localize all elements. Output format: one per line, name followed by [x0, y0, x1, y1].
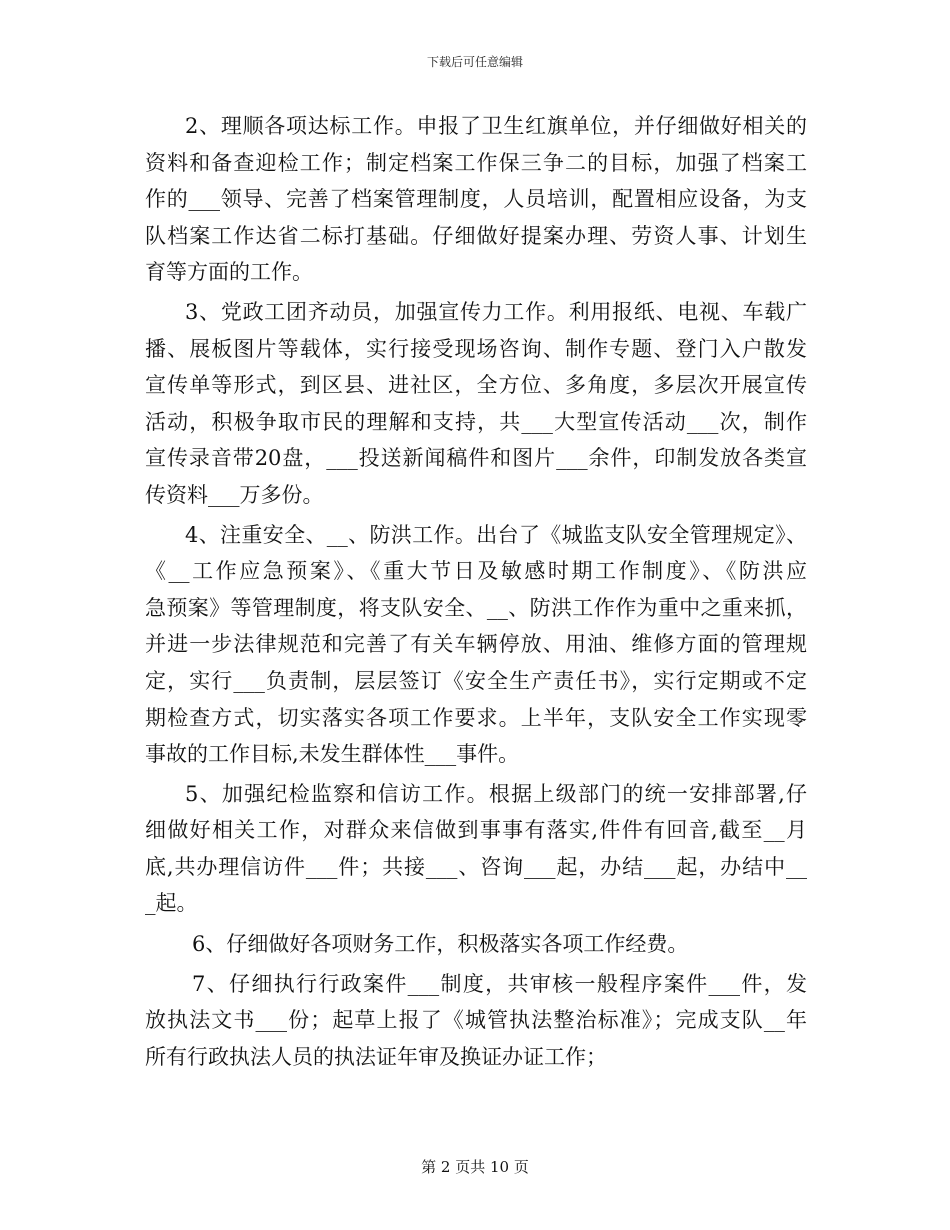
text-line: 7、仔细执行行政案件___制度，共审核一般程序案件___件，发 [192, 971, 807, 996]
text-line: 急预案》等管理制度，将支队安全、__、防洪工作作为重中之重来抓， [145, 595, 807, 620]
paragraph-item-2 [145, 108, 807, 291]
text-line: 资料和备查迎检工作；制定档案工作保三争二的目标，加强了档案工 [145, 150, 807, 175]
page-header: 下载后可任意编辑 [426, 55, 523, 69]
text-line: 播、展板图片等载体，实行接受现场咨询、制作专题、登门入户散发 [145, 336, 807, 361]
text-line: 4、注重安全、__、防洪工作。出台了《城监支队安全管理规定》、 [185, 522, 807, 547]
text-line: 宣传单等形式，到区县、进社区，全方位、多角度，多层次开展宣传 [145, 373, 807, 398]
paragraph-item-3 [145, 294, 807, 514]
text-line: 细做好相关工作，对群众来信做到事事有落实,件件有回音,截至__月 [145, 818, 807, 843]
text-line: 队档案工作达省二标打基础。仔细做好提案办理、劳资人事、计划生 [145, 223, 807, 248]
text-line: 作的___领导、完善了档案管理制度，人员培训，配置相应设备，为支 [145, 187, 807, 212]
text-line: 放执法文书___份；起草上报了《城管执法整治标准》；完成支队__年 [145, 1008, 807, 1033]
text-line: 育等方面的工作。 [145, 260, 313, 285]
text-line: 底,共办理信访件___件；共接___、咨询___起，办结___起，办结中__ [145, 854, 807, 879]
text-line: _起。 [145, 891, 198, 916]
text-line: 定，实行___负责制，层层签订《安全生产责任书》，实行定期或不定 [145, 668, 807, 693]
document-body [145, 108, 807, 1075]
text-line: 6、仔细做好各项财务工作，积极落实各项工作经费。 [192, 932, 689, 957]
paragraph-item-5 [145, 776, 807, 922]
text-line: 宣传录音带20盘，___投送新闻稿件和图片___余件，印制发放各类宣 [145, 446, 807, 471]
text-line: 5、加强纪检监察和信访工作。根据上级部门的统一安排部署,仔 [185, 781, 807, 806]
text-line: 事故的工作目标,未发生群体性___事件。 [145, 742, 520, 767]
text-line: 《__工作应急预案》、《重大节日及敏感时期工作制度》、《防洪应 [145, 559, 807, 584]
page-number-footer: 第 2 页共 10 页 [421, 1158, 529, 1176]
text-line: 传资料___万多份。 [145, 482, 324, 507]
paragraph-item-7 [145, 966, 807, 1076]
text-line: 2、理顺各项达标工作。申报了卫生红旗单位，并仔细做好相关的 [185, 114, 807, 138]
text-line: 期检查方式，切实落实各项工作要求。上半年，支队安全工作实现零 [145, 705, 807, 730]
paragraph-item-6 [145, 926, 807, 963]
text-line: 所有行政执法人员的执法证年审及换证办证工作； [145, 1044, 607, 1069]
text-line: 活动，积极争取市民的理解和支持，共___大型宣传活动___次，制作 [145, 409, 807, 434]
paragraph-item-4 [145, 517, 807, 773]
text-line: 并进一步法律规范和完善了有关车辆停放、用油、维修方面的管理规 [145, 632, 807, 657]
text-line: 3、党政工团齐动员，加强宣传力工作。利用报纸、电视、车载广 [185, 299, 807, 324]
